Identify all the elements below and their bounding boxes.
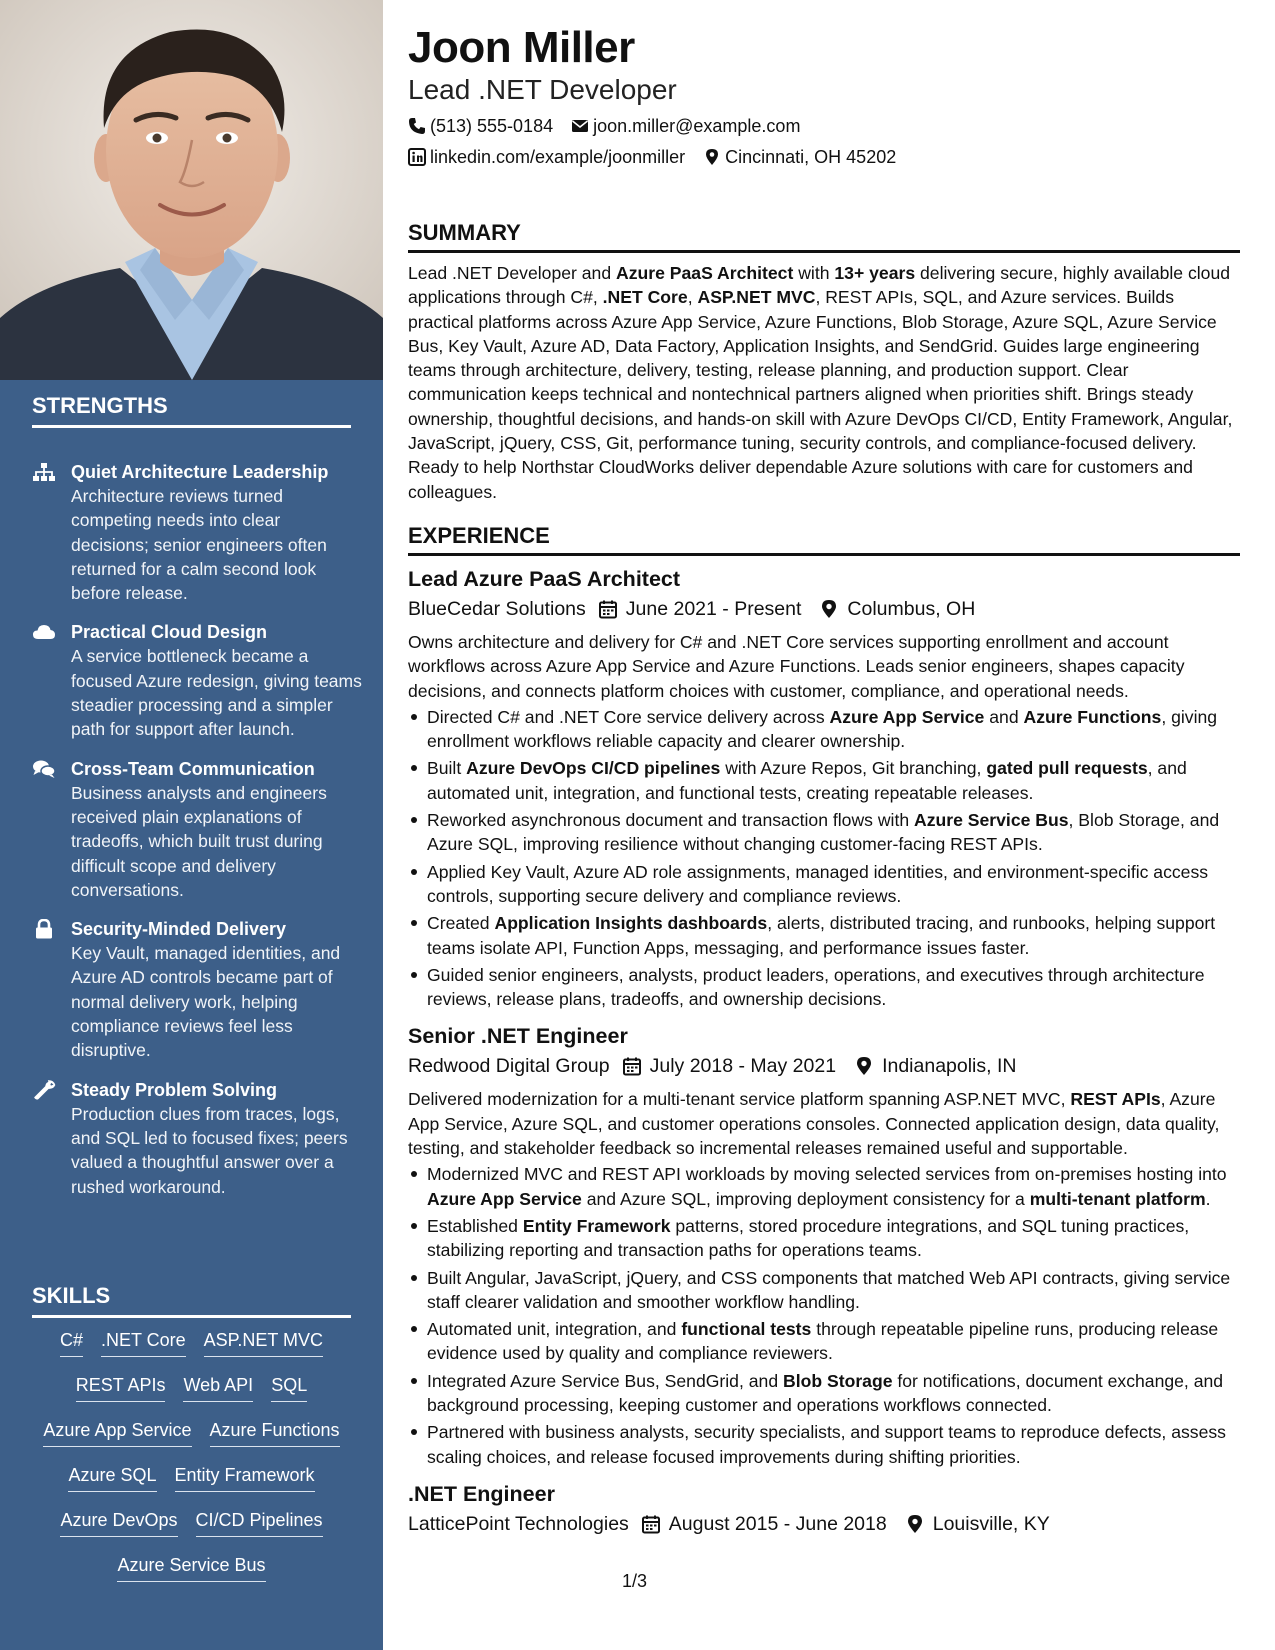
strengths-heading: STRENGTHS xyxy=(32,393,351,428)
strength-title: Steady Problem Solving xyxy=(71,1079,278,1100)
text-run: with Azure Repos, Git branching, xyxy=(720,758,987,779)
profile-photo xyxy=(0,0,383,380)
bold-text: gated pull requests xyxy=(986,758,1148,779)
contact-phone xyxy=(408,114,553,138)
job-description xyxy=(408,1087,1240,1160)
skill-tag: Azure App Service xyxy=(43,1417,191,1447)
text-run: , REST APIs, SQL, and Azure services. Builds practical platforms across Azure App Service, Azure Functions, Blob Storage, Azure SQL, Azure Service Bus, Key Vault, Azure AD, Data Factory, Application Insights, and SendGrid. Guides large engineering teams through architecture, delivery, testing, release planning, and production support. Clear communication keeps technical and nontechnical partners aligned when priorities shift. Brings steady ownership, thoughtful decisions, and hands-on skill with Azure DevOps CI/CD, Entity Framework, Angular, JavaScript, jQuery, CSS, Git, performance tuning, security controls, and compliance-focused delivery. Ready to help Northstar CloudWorks deliver dependable Azure solutions with care for customers and colleagues. xyxy=(408,287,1233,502)
company-name: BlueCedar Solutions xyxy=(408,598,586,620)
bullet-item xyxy=(408,1214,1240,1263)
job-title: Lead Azure PaaS Architect xyxy=(408,567,681,591)
company-name: Redwood Digital Group xyxy=(408,1055,610,1078)
strength-title: Practical Cloud Design xyxy=(71,622,268,643)
text-run: Built Angular, JavaScript, jQuery, and CSS components that matched Web API contracts, giving service staff clearer validation and smoother workflow handling. xyxy=(427,1267,1231,1312)
map-pin-icon xyxy=(854,1056,874,1076)
text-run: for notifications, document exchange, and background processing, keeping customer and operations workflows connected. xyxy=(427,1370,1224,1416)
text-run: Created xyxy=(427,913,495,934)
strength-desc: A service bottleneck became a focused Azure redesign, giving teams steadier processing and a simpler path for support after launch. xyxy=(71,646,362,740)
skill-tag: CI/CD Pipelines xyxy=(196,1507,323,1537)
job-location: Columbus, OH xyxy=(847,598,976,620)
skill-tag: Azure SQL xyxy=(68,1462,156,1492)
bold-text: Azure PaaS Architect xyxy=(616,263,794,283)
text-run: , Azure App Service, Azure SQL, and customer operations consoles. Connected application design, data quality, testing, and stakeholder feedback so incremental releases remained useful and supportable. xyxy=(408,1089,1220,1159)
text-run: with xyxy=(793,263,835,283)
summary-section xyxy=(408,220,1240,504)
bullet-item xyxy=(408,963,1240,1012)
bold-text: Azure DevOps CI/CD pipelines xyxy=(466,758,721,779)
job-title: Senior .NET Engineer xyxy=(408,1024,628,1049)
text-run: . xyxy=(1205,1188,1211,1209)
text-run: and Azure SQL, improving deployment consistency for a xyxy=(581,1188,1030,1209)
map-pin-icon xyxy=(703,148,721,166)
main-content xyxy=(408,22,1240,1535)
job-entry xyxy=(408,1021,1240,1468)
skill-row xyxy=(32,1417,351,1462)
map-pin-icon xyxy=(905,1514,925,1534)
strength-title: Cross-Team Communication xyxy=(71,758,315,779)
bullet-item xyxy=(408,860,1240,909)
bullet-item xyxy=(408,1266,1240,1315)
text-run: through repeatable pipeline runs, producing release evidence used by quality and compliance reviewers. xyxy=(427,1319,1219,1364)
job-entry xyxy=(408,1479,1240,1539)
job-title: .NET Engineer xyxy=(408,1481,555,1506)
bold-text: Blob Storage xyxy=(783,1370,893,1391)
text-run: Reworked asynchronous document and transaction flows with xyxy=(427,810,915,831)
text-run: Lead .NET Developer and xyxy=(408,263,616,283)
strength-item xyxy=(32,460,362,605)
job-dates: August 2015 - June 2018 xyxy=(668,1512,887,1535)
phone-text: (513) 555-0184 xyxy=(430,116,554,136)
bold-text: 13+ years xyxy=(834,263,916,283)
summary-heading: SUMMARY xyxy=(408,220,1240,253)
bold-text: Entity Framework xyxy=(522,1215,671,1236)
sitemap-icon xyxy=(32,462,56,482)
strength-desc: Production clues from traces, logs, and SQL led to focused fixes; peers valued a thoughtful answer over a rushed workaround. xyxy=(71,1103,348,1197)
skill-tag: .NET Core xyxy=(101,1327,186,1357)
strength-item xyxy=(32,1078,362,1199)
contact-email[interactable] xyxy=(571,114,800,138)
company-name: LatticePoint Technologies xyxy=(408,1512,629,1535)
strength-item xyxy=(32,620,362,741)
strength-desc: Architecture reviews turned competing needs into clear decisions; senior engineers often returned for a calm second look before release. xyxy=(71,486,327,604)
skill-tag: C# xyxy=(60,1327,83,1357)
skill-tag: SQL xyxy=(271,1372,307,1402)
job-description xyxy=(408,630,1240,703)
bullet-item xyxy=(408,808,1240,857)
text-run: Modernized MVC and REST API workloads by moving selected services from on-premises hosting into xyxy=(427,1164,1227,1185)
bold-text: Application Insights dashboards xyxy=(494,913,768,934)
text-run: Applied Key Vault, Azure AD role assignments, managed identities, and environment-specific access controls, supporting secure delivery and compliance reviews. xyxy=(427,861,1209,906)
envelope-icon xyxy=(571,117,589,135)
text-run: Delivered modernization for a multi-tenant service platform spanning ASP.NET MVC, xyxy=(408,1089,1071,1110)
calendar-icon xyxy=(641,1514,661,1534)
text-run: Established xyxy=(427,1215,523,1236)
text-run: , Blob Storage, and Azure SQL, improving resilience without changing customer-facing REST APIs. xyxy=(427,810,1220,855)
text-run: Integrated Azure Service Bus, SendGrid, and xyxy=(427,1370,783,1391)
contact-row xyxy=(408,145,1240,169)
phone-icon xyxy=(408,117,426,135)
skill-tag: Web API xyxy=(183,1372,253,1402)
skill-tag: Entity Framework xyxy=(175,1462,315,1492)
skills-list xyxy=(32,1327,351,1597)
skill-tag: REST APIs xyxy=(76,1372,166,1402)
location-text: Cincinnati, OH 45202 xyxy=(725,147,897,167)
lock-icon xyxy=(32,919,56,939)
page-number: 1/3 xyxy=(622,1571,648,1591)
job-location: Louisville, KY xyxy=(932,1512,1050,1535)
experience-section xyxy=(408,523,1240,1549)
cloud-icon xyxy=(32,622,56,642)
wrench-icon xyxy=(32,1080,56,1100)
candidate-role: Lead .NET Developer xyxy=(408,74,677,105)
strength-item xyxy=(32,757,362,902)
experience-heading: EXPERIENCE xyxy=(408,523,1240,556)
skill-row xyxy=(32,1462,351,1507)
candidate-name: Joon Miller xyxy=(408,23,635,72)
strength-item xyxy=(32,917,362,1062)
bold-text: Azure App Service xyxy=(829,706,985,727)
skill-tag: Azure Functions xyxy=(210,1417,340,1447)
map-pin-icon xyxy=(819,599,839,619)
contact-location xyxy=(703,145,896,169)
comments-icon xyxy=(32,759,56,779)
strength-title: Quiet Architecture Leadership xyxy=(71,462,329,482)
text-run: Owns architecture and delivery for C# and .NET Core services supporting enrollment and account workflows across Azure App Service and Azure Functions. Leads senior engineers, shapes capacity decisions, and connects platform choices with customer, compliance, and operational needs. xyxy=(408,632,1185,701)
strength-desc: Key Vault, managed identities, and Azure AD controls became part of normal delivery work, helping compliance reviews feel less disruptive. xyxy=(71,943,341,1061)
contact-row xyxy=(408,114,1240,138)
bold-text: Azure Functions xyxy=(1023,706,1162,727)
calendar-icon xyxy=(622,1056,642,1076)
text-run: , alerts, distributed tracing, and runbooks, helping support teams isolate API, Function Apps, messaging, and performance issues faster. xyxy=(427,913,1216,958)
job-dates: July 2018 - May 2021 xyxy=(649,1055,837,1078)
bold-text: .NET Core xyxy=(602,287,688,308)
bullet-item xyxy=(408,1317,1240,1366)
strengths-list xyxy=(32,460,362,1214)
email-text[interactable]: joon.miller@example.com xyxy=(593,116,801,136)
strength-title: Security-Minded Delivery xyxy=(71,919,287,940)
bullet-item xyxy=(408,1420,1240,1469)
text-run: Built xyxy=(427,758,467,779)
bullet-item xyxy=(408,1369,1240,1418)
text-run: and xyxy=(984,706,1024,727)
bold-text: REST APIs xyxy=(1070,1089,1161,1110)
linkedin-text[interactable]: linkedin.com/example/joonmiller xyxy=(430,147,686,167)
bullet-item xyxy=(408,911,1240,960)
bold-text: multi-tenant platform xyxy=(1029,1188,1206,1209)
skill-row xyxy=(32,1552,351,1597)
bullet-item xyxy=(408,756,1240,805)
sidebar xyxy=(0,0,383,1650)
bold-text: functional tests xyxy=(681,1319,812,1340)
strength-desc: Business analysts and engineers received plain explanations of tradeoffs, which built trust during difficult scope and delivery conversations. xyxy=(71,782,327,900)
text-run: , and automated unit, integration, and functional tests, creating repeatable releases. xyxy=(427,758,1187,803)
skill-tag: ASP.NET MVC xyxy=(204,1327,323,1357)
bullet-item xyxy=(408,1162,1240,1211)
job-meta xyxy=(408,1051,1240,1081)
skills-heading: SKILLS xyxy=(32,1283,351,1318)
text-run: Partnered with business analysts, security specialists, and support teams to reproduce defects, assess scaling choices, and release focused improvements during shifting priorities. xyxy=(427,1422,1226,1467)
bold-text: ASP.NET MVC xyxy=(697,287,816,308)
text-run: , xyxy=(687,287,698,308)
skill-row xyxy=(32,1327,351,1372)
job-bullets xyxy=(408,705,1240,1012)
bullet-item xyxy=(408,705,1240,754)
text-run: Guided senior engineers, analysts, product leaders, operations, and executives through architecture reviews, release plans, tradeoffs, and ownership decisions. xyxy=(427,964,1205,1010)
bold-text: Azure Service Bus xyxy=(914,810,1069,831)
contact-linkedin[interactable] xyxy=(408,145,685,169)
skill-tag: Azure DevOps xyxy=(60,1507,177,1537)
text-run: delivering secure, highly available cloud applications through C#, xyxy=(408,263,1231,308)
summary-text xyxy=(408,261,1240,504)
job-meta xyxy=(408,594,1240,624)
skill-row xyxy=(32,1372,351,1417)
bold-text: Azure App Service xyxy=(427,1188,582,1209)
calendar-icon xyxy=(598,599,618,619)
text-run: , giving enrollment workflows reliable capacity and clearer ownership. xyxy=(427,706,1218,752)
job-entry xyxy=(408,564,1240,1011)
job-location: Indianapolis, IN xyxy=(882,1055,1017,1078)
skill-row xyxy=(32,1507,351,1552)
text-run: patterns, stored procedure integrations, and SQL tuning practices, stabilizing reporting and transaction paths for operations teams. xyxy=(427,1215,1190,1261)
job-bullets xyxy=(408,1162,1240,1469)
job-meta xyxy=(408,1509,1240,1539)
skill-tag: Azure Service Bus xyxy=(117,1552,265,1582)
text-run: Directed C# and .NET Core service delivery across xyxy=(427,706,830,727)
job-dates: June 2021 - Present xyxy=(625,598,802,620)
text-run: Automated unit, integration, and xyxy=(427,1319,682,1340)
linkedin-icon xyxy=(408,148,426,166)
